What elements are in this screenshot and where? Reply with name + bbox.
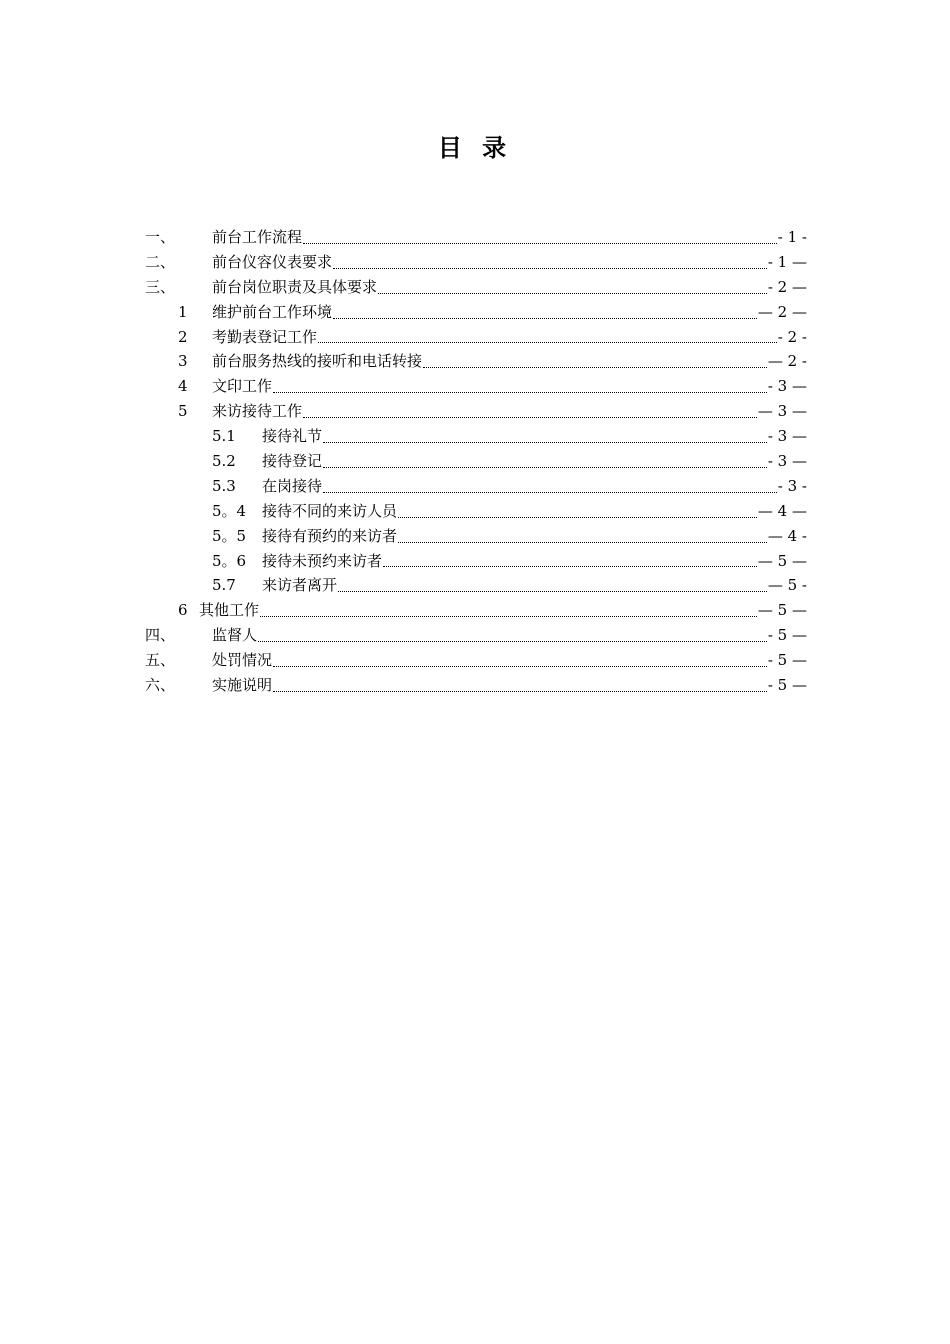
toc-entry[interactable] [145,300,807,325]
dot-leader [303,242,777,244]
toc-entry-number: 5。4 [212,501,247,520]
toc-entry-label: 处罚情况 [212,651,273,670]
toc-entry-label: 接待有预约的来访者 [262,526,398,545]
toc-entry-number: 5。6 [212,551,247,570]
toc-entry-number: 5.1 [212,427,236,446]
toc-entry[interactable] [145,474,807,499]
toc-entry-number: 5 [178,402,188,421]
toc-entry-page-number: — 5 — [757,601,807,620]
toc-entry-number: 2 [178,327,188,346]
toc-entry[interactable] [145,225,807,250]
toc-entry-label: 其他工作 [199,601,260,620]
toc-entry-page-number: - 2 - [777,327,807,346]
dot-leader [273,665,767,667]
toc-entry-label: 实施说明 [212,676,273,695]
dot-leader [273,690,767,692]
dot-leader [378,292,767,294]
toc-entry[interactable] [145,499,807,524]
toc-entry-label: 接待登记 [262,452,323,471]
dot-leader [260,615,757,617]
dot-leader [423,366,767,368]
toc-entry-page-number: - 1 — [767,252,807,271]
toc-entry-label: 来访接待工作 [212,402,303,421]
toc-entry[interactable] [145,374,807,399]
toc-entry-number: 4 [178,377,188,396]
dot-leader [323,441,767,443]
toc-entry-label: 来访者离开 [262,576,338,595]
toc-entry-label: 考勤表登记工作 [212,327,318,346]
toc-entry[interactable] [145,449,807,474]
dot-leader [303,416,757,418]
toc-entry-page-number: - 3 — [767,452,807,471]
dot-leader [398,541,767,543]
page-title: 目 录 [437,134,513,162]
toc-entry-page-number: - 1 - [777,228,807,246]
dot-leader [383,565,757,567]
toc-entry[interactable] [145,524,807,549]
toc-entry-label: 接待礼节 [262,427,323,446]
toc-entry-page-number: - 5 — [767,626,807,645]
toc-entry[interactable] [145,648,807,673]
toc-entry-page-number: - 2 — [767,277,807,296]
dot-leader [338,590,767,592]
toc-entry[interactable] [145,250,807,275]
toc-entry-number: 四、 [145,626,176,645]
toc-entry[interactable] [145,549,807,574]
toc-entry-page-number: - 5 — [767,651,807,670]
toc-entry-label: 前台岗位职责及具体要求 [212,277,378,296]
toc-entry[interactable] [145,325,807,350]
dot-leader [333,267,767,269]
dot-leader [318,341,777,343]
dot-leader [323,491,777,493]
toc-entry-label: 前台工作流程 [212,228,303,246]
toc-entry-number: 三、 [145,277,176,296]
toc-entry-label: 监督人 [212,626,258,645]
toc-entry-page-number: - 5 — [767,676,807,695]
toc-entry-number: 5.2 [212,452,236,471]
toc-entry-number: 5.3 [212,476,236,495]
toc-entry[interactable] [145,673,807,698]
toc-entry-page-number: - 3 — [767,377,807,396]
dot-leader [398,516,757,518]
toc-entry[interactable] [145,399,807,424]
dot-leader [258,640,767,642]
toc-entry[interactable] [145,573,807,598]
toc-entry[interactable] [145,275,807,300]
toc-entry-label: 接待不同的来访人员 [262,501,398,520]
toc-entry-number: 五、 [145,651,176,670]
toc-entry-page-number: — 4 — [757,501,807,520]
toc-entry-page-number: — 2 — [757,302,807,321]
toc-entry[interactable] [145,424,807,449]
toc-entry-page-number: — 4 - [767,526,807,545]
toc-entry-page-number: — 3 — [757,402,807,421]
toc-entry-number: 6 [178,601,188,620]
toc-entry-label: 维护前台工作环境 [212,302,333,321]
toc-entry-page-number: — 2 - [767,352,807,371]
toc-entry-page-number: - 3 - [777,476,807,495]
toc-entry-number: 5。5 [212,526,247,545]
toc-entry-page-number: - 3 — [767,427,807,446]
toc-entry-label: 在岗接待 [262,476,323,495]
toc-entry-number: 二、 [145,252,176,271]
toc-entry[interactable] [145,623,807,648]
table-of-contents [145,225,807,698]
toc-entry-label: 接待未预约来访者 [262,551,383,570]
toc-entry-page-number: — 5 — [757,551,807,570]
toc-entry-label: 文印工作 [212,377,273,396]
toc-entry-number: 1 [178,302,188,321]
dot-leader [323,466,767,468]
dot-leader [273,391,767,393]
toc-entry-number: 一、 [145,228,176,246]
toc-entry-number: 3 [178,352,188,371]
toc-entry[interactable] [145,598,807,623]
toc-entry-label: 前台仪容仪表要求 [212,252,333,271]
toc-entry-number: 5.7 [212,576,236,595]
toc-entry-label: 前台服务热线的接听和电话转接 [212,352,423,371]
toc-entry-page-number: — 5 - [767,576,807,595]
toc-entry-number: 六、 [145,676,176,695]
toc-entry[interactable] [145,349,807,374]
dot-leader [333,317,757,319]
